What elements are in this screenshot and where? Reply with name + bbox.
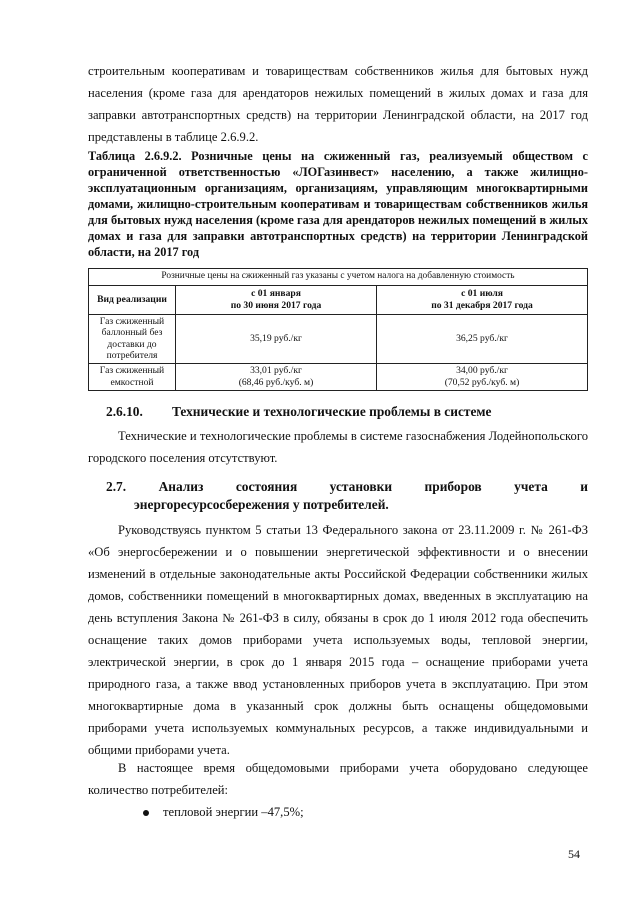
list-item xyxy=(143,805,304,820)
table-row xyxy=(89,363,588,390)
title-word: приборов xyxy=(424,479,482,494)
section-2-6-10-heading xyxy=(106,404,492,420)
page-number: 54 xyxy=(568,847,580,861)
title-word: Анализ xyxy=(158,479,204,494)
section-title: Технические и технологические проблемы в системе xyxy=(172,404,492,419)
section-title-line-2: энергоресурсосбережения у потребителей. xyxy=(134,497,389,512)
price-table xyxy=(88,268,588,391)
intro-paragraph: строительным кооперативам и товариществам собственников жилья для бытовых нужд населения (кроме газа для арендаторов нежилых помещений в жилых домах и газа для заправки автотранспортных средств) на территории Ленинградской области, на 2017 год представлены в таблице 2.6.9.2. xyxy=(88,64,588,144)
price-per-kg: 33,01 руб./кг xyxy=(250,365,302,376)
header-period-2-start: с 01 июля xyxy=(461,288,503,299)
section-number: 2.6.10. xyxy=(106,404,143,419)
header-period-2 xyxy=(377,285,588,314)
header-period-1-start: с 01 января xyxy=(251,288,301,299)
table-note-row xyxy=(89,269,588,286)
row-price-period-1 xyxy=(176,363,377,390)
price-per-kg: 35,19 руб./кг xyxy=(250,332,302,344)
section-2-7-heading xyxy=(106,478,588,514)
title-word: состояния xyxy=(235,479,298,494)
row-type: Газ сжиженный баллонный без доставки до потребителя xyxy=(89,314,176,363)
title-word: установки xyxy=(329,479,393,494)
header-period-1 xyxy=(176,285,377,314)
header-type: Вид реализации xyxy=(89,285,176,314)
section-number: 2.7. xyxy=(106,479,127,494)
row-type: Газ сжиженный емкостной xyxy=(89,363,176,390)
table-caption: Таблица 2.6.9.2. Розничные цены на сжиженный газ, реализуемый обществом с ограниченной ответственностью «ЛОГазинвест» населению, а также жилищно-эксплуатационным организациям, организациям, управляющим многоквартирными домами, жилищно-строительным кооперативам и товариществам собственников жилья для бытовых нужд населения (кроме газа для арендаторов нежилых помещений в жилых домах и газа для заправки автотранспортных средств) на территории Ленинградской области, на 2017 год xyxy=(88,149,588,259)
table-note: Розничные цены на сжиженный газ указаны с учетом налога на добавленную стоимость xyxy=(89,269,588,286)
table-header-row xyxy=(89,285,588,314)
list-item-text: тепловой энергии –47,5%; xyxy=(163,805,304,819)
row-price-period-1 xyxy=(176,314,377,363)
bullet-icon xyxy=(143,810,149,816)
price-per-kg: 34,00 руб./кг xyxy=(456,365,508,376)
title-word: учета xyxy=(514,479,548,494)
price-per-cubic-meter: (68,46 руб./куб. м) xyxy=(238,376,314,388)
row-price-period-2 xyxy=(377,314,588,363)
title-word: и xyxy=(580,479,588,494)
header-period-2-end: по 31 декабря 2017 года xyxy=(431,299,533,311)
price-per-cubic-meter: (70,52 руб./куб. м) xyxy=(444,376,520,388)
price-per-kg: 36,25 руб./кг xyxy=(456,332,508,344)
section-2-7-paragraph-1: Руководствуясь пунктом 5 статьи 13 Федерального закона от 23.11.2009 г. № 261-ФЗ «Об энергосбережении и о повышении энергетической эффективности и о внесении изменений в отдельные законодательные акты Российской Федерации собственники жилых домов, собственники помещений в многоквартирных домах, введенных в эксплуатацию на день вступления Закона № 261-ФЗ в силу, обязаны в срок до 1 июля 2012 года обеспечить оснащение таких домов приборами учета используемых воды, тепловой энергии, электрической энергии, в срок до 1 января 2015 года – оснащение приборами учета природного газа, а также ввод установленных приборов учета в эксплуатацию. При этом многоквартирные дома в указанный срок должны быть оснащены общедомовыми приборами учета используемых коммунальных ресурсов, а также индивидуальными и общими приборами учета. xyxy=(88,523,588,757)
header-period-1-end: по 30 июня 2017 года xyxy=(230,299,322,311)
section-2-6-10-text: Технические и технологические проблемы в системе газоснабжения Лодейнопольского городского поселения отсутствуют. xyxy=(88,429,588,465)
section-2-7-paragraph-2: В настоящее время общедомовыми приборами учета оборудовано следующее количество потребителей: xyxy=(88,761,588,797)
table-row xyxy=(89,314,588,363)
row-price-period-2 xyxy=(377,363,588,390)
